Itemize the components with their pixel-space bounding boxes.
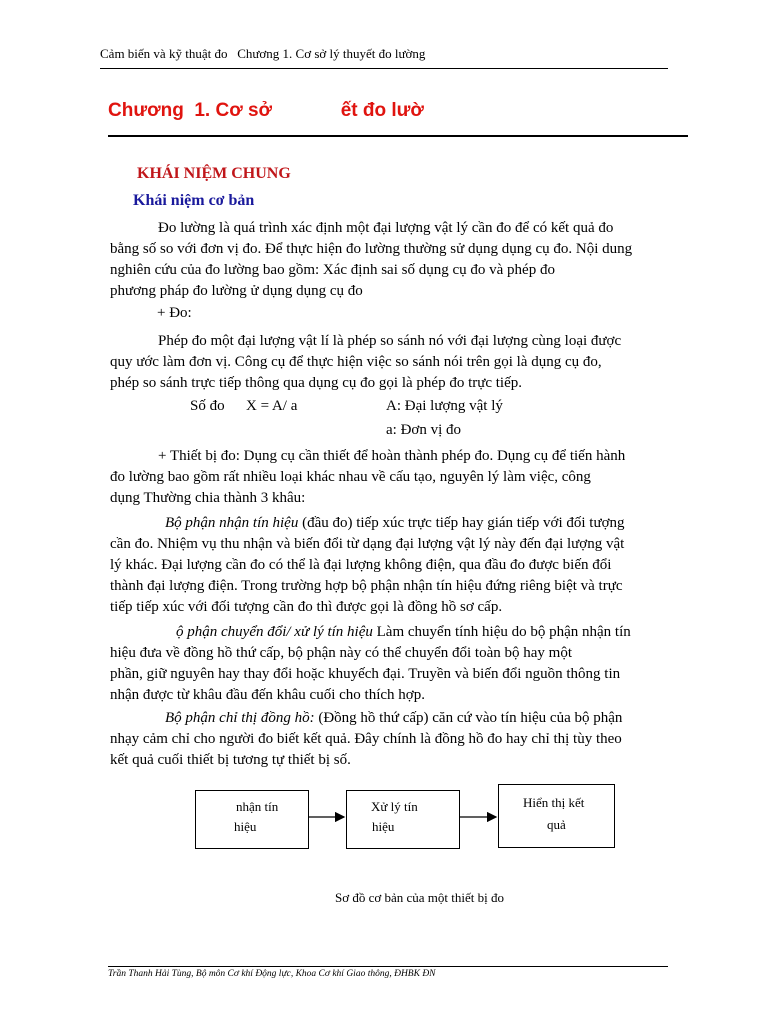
running-footer: Trần Thanh Hải Tùng, Bộ môn Cơ khí Động lực, Khoa Cơ khí Giao thông, ĐHBK ĐN: [108, 969, 436, 979]
diagram-box-label: hiệu: [234, 819, 257, 834]
text-line: Đo lường là quá trình xác định một đại lượng vật lý cần đo để có kết quả đo: [158, 220, 614, 236]
diagram-caption: Sơ đồ cơ bản của một thiết bị đo: [335, 890, 504, 905]
italic-term: Bộ phận nhận tín hiệu: [165, 515, 299, 531]
text-line: dụng Thường chia thành 3 khâu:: [110, 490, 306, 506]
text-line: lý khác. Đại lượng cần đo có thể là đại lượng không điện, qua đầu đo được biến đổi: [110, 557, 612, 573]
diagram-box-label: Xử lý tín: [371, 799, 418, 814]
text-line: nhận được từ khâu đầu đến khâu cuối cho thích hợp.: [110, 687, 425, 703]
diagram-box-label: nhận tín: [236, 799, 279, 814]
text-line: đo lường bao gồm rất nhiều loại khác nhau về cấu tạo, nguyên lý làm việc, công: [110, 469, 591, 485]
paragraph-do-label: + Đo:: [157, 305, 192, 321]
text-line: bằng số so với đơn vị đo. Để thực hiện đo lường thường sử dụng dụng cụ đo. Nội dung: [110, 241, 633, 257]
text-line: phương pháp đo lường ử dụng dụng cụ đo: [110, 283, 363, 299]
text-run: (Đồng hồ thứ cấp) căn cứ vào tín hiệu của bộ phận: [314, 710, 623, 726]
text-line: phần, giữ nguyên hay thay đổi hoặc khuyếch đại. Truyền và biến đổi nguồn thông tin: [110, 666, 621, 682]
text-line: hiệu đưa về đồng hồ thứ cấp, bộ phận này có thể chuyển đổi toàn bộ hay một: [110, 645, 572, 661]
chapter-title: Chương 1. Cơ sở ết đo lườ: [108, 100, 424, 121]
text-line: quy ước làm đơn vị. Công cụ để thực hiện việc so sánh nói trên gọi là dụng cụ đo,: [110, 354, 602, 370]
text-line: cần đo. Nhiệm vụ thu nhận và biến đổi từ dạng đại lượng vật lý này đến đại lượng vật: [110, 536, 625, 552]
text-line: phép so sánh trực tiếp thông qua dụng cụ đo gọi là phép đo trực tiếp.: [110, 375, 523, 391]
text-line: nhạy cảm chỉ cho người đo biết kết quả. Đây chính là đồng hồ đo hay chỉ thị tùy theo: [110, 731, 622, 747]
text-line: thành đại lượng điện. Trong trường hợp bộ phận nhận tín hiệu đứng riêng biệt và trực: [110, 578, 623, 594]
formula-expression: X = A/ a: [246, 398, 298, 414]
diagram-box-label: hiệu: [372, 819, 395, 834]
diagram-box-label: quả: [547, 817, 566, 832]
italic-term: ộ phận chuyển đổi/ xử lý tín hiệu: [176, 624, 373, 640]
formula-definition-unit: a: Đơn vị đo: [386, 422, 462, 438]
diagram-box-label: Hiển thị kết: [523, 795, 585, 810]
running-header: Cảm biến và kỹ thuật đo Chương 1. Cơ sở lý thuyết đo lường: [100, 46, 426, 61]
text-line: nghiên cứu của đo lường bao gồm: Xác định sai số dụng cụ đo và phép đo: [110, 262, 555, 278]
text-run: Làm chuyển tính hiệu do bộ phận nhận tín: [372, 624, 631, 640]
text-line: Phép đo một đại lượng vật lí là phép so sánh nó với đại lượng cùng loại được: [158, 333, 622, 349]
text-line: + Thiết bị đo: Dụng cụ cần thiết để hoàn thành phép đo. Dụng cụ để tiến hành: [158, 448, 626, 464]
text-run: (đầu đo) tiếp xúc trực tiếp hay gián tiếp với đối tượng: [298, 515, 625, 531]
footer-divider: [108, 966, 668, 967]
subsection-heading-basic-concepts: Khái niệm cơ bản: [133, 192, 255, 209]
text-line: kết quả cuối thiết bị tương tự thiết bị số.: [110, 752, 351, 768]
section-heading-general-concepts: KHÁI NIỆM CHUNG: [137, 165, 291, 182]
text-line: tiếp tiếp xúc với đối tượng cần đo thì được gọi là đồng hồ sơ cấp.: [110, 599, 503, 615]
italic-term: Bộ phận chỉ thị đồng hồ:: [165, 710, 315, 726]
formula-label: Số đo: [190, 398, 225, 414]
formula-definition-a: A: Đại lượng vật lý: [386, 398, 503, 414]
